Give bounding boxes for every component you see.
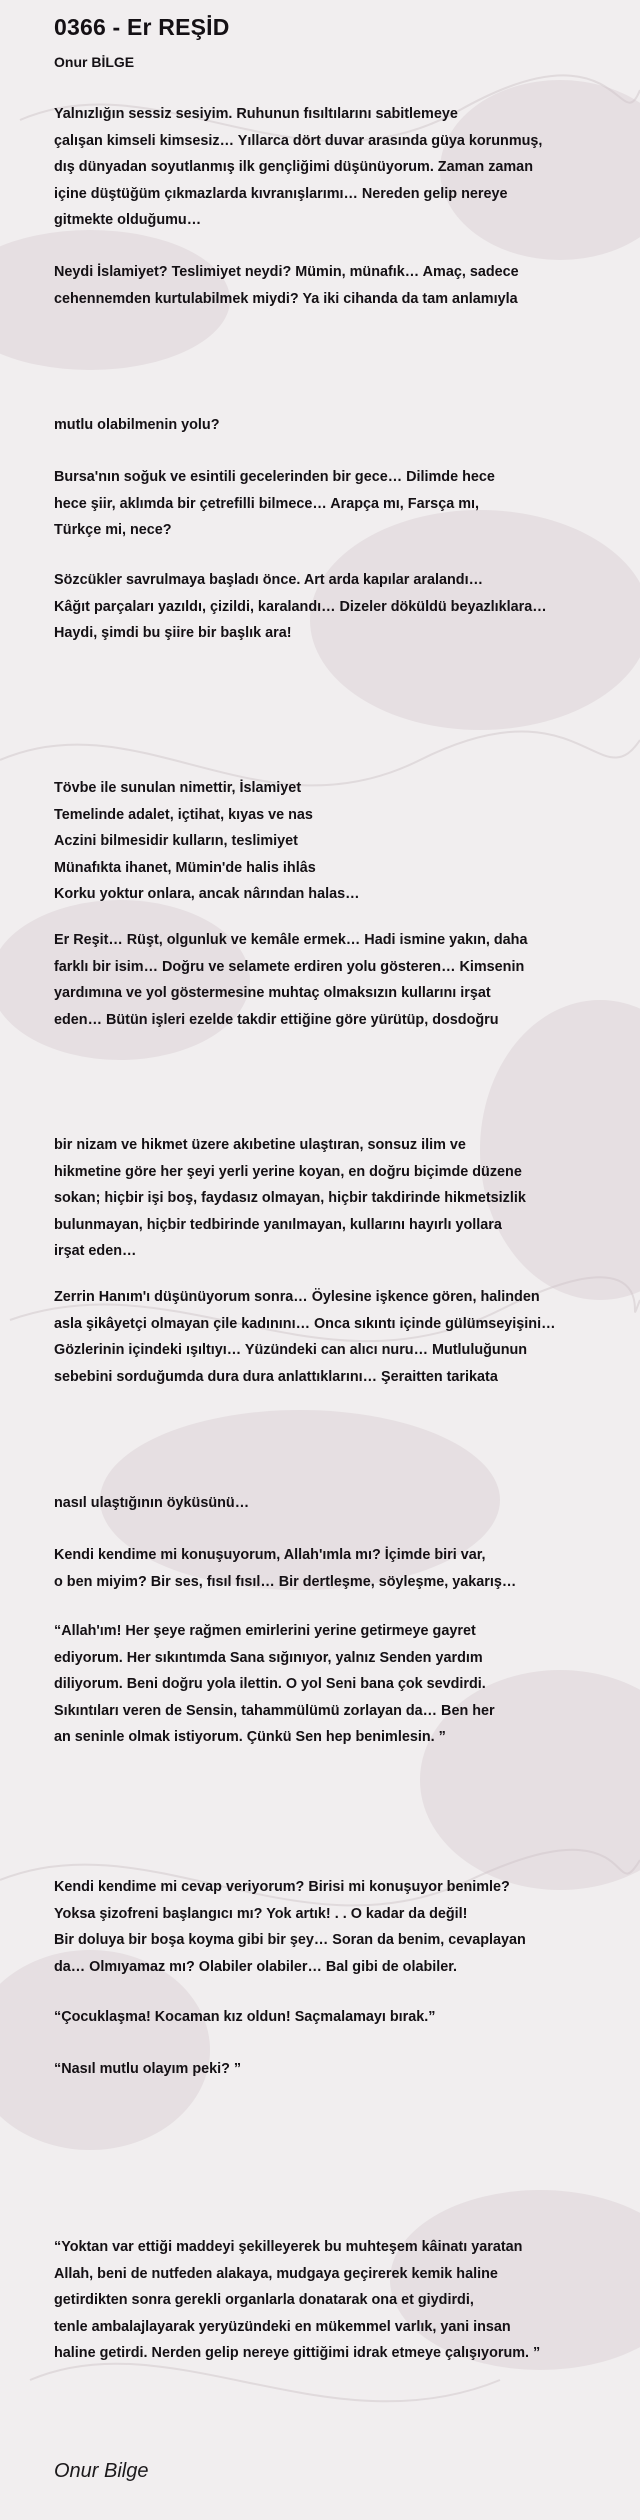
verse-line: Aczini bilmesidir kulların, teslimiyet: [54, 833, 298, 849]
verse-line: Temelinde adalet, içtihat, kıyas ve nas: [54, 806, 313, 823]
text-line: hece şiir, aklımda bir çetrefilli bilmece… Arapça mı, Farsça mı,: [54, 495, 479, 512]
text-line: Yoksa şizofreni başlangıcı mı? Yok artık! . . O kadar da değil!: [54, 1905, 468, 1922]
text-line: Kendi kendime mi cevap veriyorum? Birisi mi konuşuyor benimle?: [54, 1879, 510, 1895]
text-line: an seninle olmak istiyorum. Çünkü Sen hep benimlesin. ”: [54, 1729, 446, 1745]
text-line: sokan; hiçbir işi boş, faydasız olmayan, hiçbir takdirinde hikmetsizlik: [54, 1190, 526, 1206]
text-line: dış dünyadan soyutlanmış ilk gençliğimi düşünüyorum. Zaman zaman: [54, 159, 533, 175]
paragraph: [54, 101, 629, 234]
paragraph: [54, 1542, 629, 1595]
paragraph: [54, 567, 629, 647]
verse-line: Korku yoktur onlara, ancak nârından halas…: [54, 886, 360, 902]
paragraph: [54, 927, 629, 1033]
verse-line: Tövbe ile sunulan nimettir, İslamiyet: [54, 780, 302, 796]
paragraph: [54, 1490, 629, 1517]
verse-stanza: [54, 775, 629, 908]
text-line: tenle ambalajlayarak yeryüzündeki en mükemmel varlık, yani insan: [54, 2318, 511, 2335]
page-title: 0366 - Er REŞİD: [54, 14, 230, 40]
text-line: o ben miyim? Bir ses, fısıl fısıl… Bir dertleşme, söyleşme, yakarış…: [54, 1573, 517, 1590]
text-line: cehennemden kurtulabilmek miydi? Ya iki cihanda da tam anlamıyla: [54, 290, 518, 307]
text-line: Er Reşit… Rüşt, olgunluk ve kemâle ermek… Hadi ismine yakın, daha: [54, 932, 528, 948]
text-line: Sıkıntıları veren de Sensin, tahammülümü zorlayan da… Ben her: [54, 1702, 495, 1719]
text-line: Zerrin Hanım'ı düşünüyorum sonra… Öylesine işkence gören, halinden: [54, 1289, 540, 1305]
text-line: Sözcükler savrulmaya başladı önce. Art arda kapılar aralandı…: [54, 572, 483, 588]
text-line: Yalnızlığın sessiz sesiyim. Ruhunun fısıltılarını sabitlemeye: [54, 106, 458, 122]
text-line: gitmekte olduğumu…: [54, 212, 202, 228]
paragraph: [54, 464, 629, 544]
paragraph: [54, 1132, 629, 1265]
text-line: asla şikâyetçi olmayan çile kadınını… Onca sıkıntı içinde gülümseyişini…: [54, 1315, 556, 1332]
text-line: sebebini sorduğumda dura dura anlattıklarını… Şeraitten tarikata: [54, 1368, 498, 1385]
paragraph: [54, 1874, 629, 1980]
paragraph: [54, 412, 629, 439]
text-line: Kendi kendime mi konuşuyorum, Allah'ımla mı? İçimde biri var,: [54, 1547, 486, 1563]
text-line: Neydi İslamiyet? Teslimiyet neydi? Mümin, münafık… Amaç, sadece: [54, 264, 519, 280]
text-line: ediyorum. Her sıkıntımda Sana sığınıyor, yalnız Senden yardım: [54, 1649, 483, 1666]
quote-paragraph: [54, 2056, 629, 2083]
text-line: Bursa'nın soğuk ve esintili gecelerinden bir gece… Dilimde hece: [54, 469, 495, 485]
text-line: “Nasıl mutlu olayım peki? ”: [54, 2061, 242, 2077]
paragraph: [54, 259, 629, 312]
quote-paragraph: [54, 2004, 629, 2031]
verse-line: Münafıkta ihanet, Mümin'de halis ihlâs: [54, 859, 316, 876]
text-line: Gözlerinin içindeki ışıltıyı… Yüzündeki can alıcı nuru… Mutluluğunun: [54, 1342, 528, 1358]
text-line: bulunmayan, hiçbir tedbirinde yanılmayan, kullarını hayırlı yollara: [54, 1216, 502, 1233]
text-line: Bir doluya bir boşa koyma gibi bir şey… Soran da benim, cevaplayan: [54, 1932, 526, 1948]
text-line: getirdikten sonra gerekli organlarla donatarak ona et giydirdi,: [54, 2292, 474, 2308]
text-line: bir nizam ve hikmet üzere akıbetine ulaştıran, sonsuz ilim ve: [54, 1137, 466, 1153]
text-line: çalışan kimseli kimsesiz… Yıllarca dört duvar arasında güya korunmuş,: [54, 132, 543, 149]
text-line: haline getirdi. Nerden gelip nereye gittiğimi idrak etmeye çalışıyorum. ”: [54, 2345, 541, 2361]
text-line: farklı bir isim… Doğru ve selamete erdiren yolu gösteren… Kimsenin: [54, 958, 525, 975]
text-line: diliyorum. Beni doğru yola ilettin. O yol Seni bana çok sevdirdi.: [54, 1676, 486, 1692]
text-line: mutlu olabilmenin yolu?: [54, 417, 220, 433]
text-line: nasıl ulaştığının öyküsünü…: [54, 1495, 250, 1511]
text-line: hikmetine göre her şeyi yerli yerine koyan, en doğru biçimde düzene: [54, 1163, 522, 1180]
text-line: eden… Bütün işleri ezelde takdir ettiğine göre yürütüp, dosdoğru: [54, 1011, 499, 1028]
author-name: Onur BİLGE: [54, 54, 135, 70]
text-line: “Yoktan var ettiği maddeyi şekilleyerek bu muhteşem kâinatı yaratan: [54, 2239, 523, 2255]
text-line: Allah, beni de nutfeden alakaya, mudgaya geçirerek kemik haline: [54, 2265, 498, 2282]
text-line: irşat eden…: [54, 1243, 137, 1259]
quote-paragraph: [54, 1618, 629, 1751]
paragraph: [54, 1284, 629, 1390]
text-line: “Çocuklaşma! Kocaman kız oldun! Saçmalamayı bırak.”: [54, 2009, 436, 2025]
text-line: da… Olmıyamaz mı? Olabiler olabiler… Bal gibi de olabiler.: [54, 1958, 458, 1975]
author-signature: Onur Bilge: [54, 2460, 149, 2482]
quote-paragraph: [54, 2234, 629, 2367]
text-line: “Allah'ım! Her şeye rağmen emirlerini yerine getirmeye gayret: [54, 1623, 476, 1639]
text-line: Haydi, şimdi bu şiire bir başlık ara!: [54, 625, 292, 641]
text-line: yardımına ve yol göstermesine muhtaç olmaksızın kullarını irşat: [54, 985, 491, 1001]
text-line: Türkçe mi, nece?: [54, 522, 172, 538]
text-line: içine düştüğüm çıkmazlarda kıvranışlarımı… Nereden gelip nereye: [54, 185, 508, 202]
text-line: Kâğıt parçaları yazıldı, çizildi, karalandı… Dizeler döküldü beyazlıklara…: [54, 598, 547, 615]
